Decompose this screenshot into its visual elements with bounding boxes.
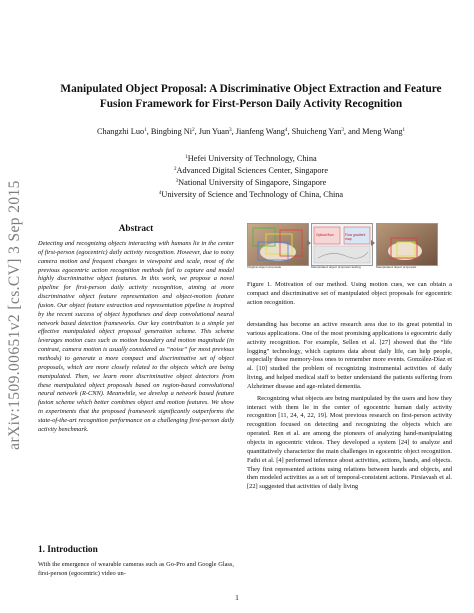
panel-caption: Manipulated object proposal ranking	[311, 265, 361, 269]
overlay-flow-gradient: Flow gradient map	[345, 233, 366, 241]
author: Jianfeng Wang$^4$	[235, 127, 288, 136]
abstract-heading: Abstract	[118, 224, 154, 234]
affiliation-list	[40, 152, 462, 200]
page-number: 1	[235, 593, 239, 602]
author: Jun Yuan$^3$	[198, 127, 232, 136]
panel-caption: Original object proposals	[247, 265, 282, 269]
author: Shuicheng Yan$^3$	[291, 127, 344, 136]
arrow-icon	[307, 240, 312, 246]
intro-continued	[247, 321, 452, 492]
abstract-text: Detecting and recognizing objects interacting with humans lie in the center of first-person (egocentric) daily activity recognition. However, due to noisy camera motion and frequent changes in viewpoint and scale, most of the previous egocentric action recognition methods fail to capture and model highly discriminative object features. In this work, we propose a novel pipeline for first-person daily activity recognition, aiming at more discriminative object feature representation and object-motion feature fusion. Our object feature extraction and representation pipeline is inspired by the recent success of object hypotheses and deep convolutional neural network based detection frameworks. Our key contribution is a simple yet effective manipulated object proposal generation scheme. This scheme leverages motion cues such as motion boundary and motion magnitude (in contrast, camera motion is usually considered as “noise” for most previous methods) to generate a more compact and discriminative set of object proposals, which are more closely related to the objects which are being manipulated. Then, we learn more discriminative object detectors from these manipulated object proposals based on region-based convolutional neural network (R-CNN). Meanwhile, we develop a network based feature fusion scheme which better combines object and motion features. We show in experiments that the proposed framework significantly outperforms the state-of-the-art recognition performance on a challenging first-person daily activity benchmark.	[38, 240, 234, 433]
author: Changzhi Luo$^1$	[96, 127, 147, 136]
author-list: Changzhi Luo$^1$, Bingbing Ni$^2$, Jun Yuan$^3$, Jianfeng Wang$^4$, Shuicheng Yan$^3$, and Meng Wang$^1$	[96, 127, 406, 136]
author: and Meng Wang$^1$	[348, 127, 406, 136]
intro-heading: 1. Introduction	[38, 545, 98, 555]
title-line-2: Fusion Framework for First-Person Daily Activity Recognition	[99, 98, 403, 110]
paragraph: Recognizing what objects are being manipulated by the users and how they interact with them lie in the center of egocentric human daily activity recognition [11, 24, 4, 22, 19]. Most previous research on first-person activity recognition focused on detecting and recognizing the objects which are operated. Ren et al. are among the pioneers of analyzing hand-manipulating objects in egocentric videos. They developed a system [24] to analyze and quantitatively characterize the main challenges in egocentric object recognition. Fathi et al. [4] performed inference about activities, actions, hands, and objects. They first represented actions using relations between hands and objects, and then modeled activities as a set of temporal-consistent actions. Pirsiavash et al. [22] suggested that activities of daily living	[247, 394, 452, 491]
intro-text: With the emergence of wearable cameras such as Go-Pro and Google Glass, first-person (egocentric) video un-	[38, 561, 234, 577]
author: Bingbing Ni$^2$	[150, 127, 195, 136]
arxiv-id: arXiv:1509.00651v2 [cs.CV] 3 Sep 2015	[6, 180, 23, 450]
figure-1	[247, 223, 436, 273]
paper-title	[40, 82, 462, 112]
panel-caption: Manipulated object proposals	[376, 265, 417, 269]
figure-caption: Figure 1. Motivation of our method. Using motion cues, we can obtain a compact and discriminative set of manipulated object proposals for egocentric action recognition.	[247, 281, 452, 306]
affiliation: $^1$Hefei University of Technology, China	[185, 154, 317, 163]
title-line-1: Manipulated Object Proposal: A Discriminative Object Extraction and Feature	[60, 83, 442, 95]
figure-panel-ranking	[311, 223, 373, 266]
affiliation: $^2$Advanced Digital Sciences Center, Singapore	[174, 166, 328, 175]
arxiv-stamp	[2, 150, 28, 480]
affiliation: $^4$University of Science and Technology of China, China	[158, 190, 344, 199]
arrow-icon	[371, 240, 376, 246]
figure-panel-manipulated	[376, 223, 438, 266]
overlay-optical-flow: Optical flow	[316, 233, 334, 237]
affiliation: $^3$National University of Singapore, Singapore	[175, 178, 327, 187]
paragraph: derstanding has become an active research area due to its great potential in various applications. One of the most promising applications is egocentric daily activity recognition. For example, Sellen et al. [27] showed that the “life logging” technology, which captures data about daily life, can help people, especially those memory-loss ones to remember more events. González-Díaz et al. [10] studied the problem of recognizing instrumental activities of daily living, and helped medical staff to better understand the patients suffering from Alzheimer disease and age-related dementia.	[247, 321, 452, 390]
figure-panel-original	[247, 223, 309, 266]
